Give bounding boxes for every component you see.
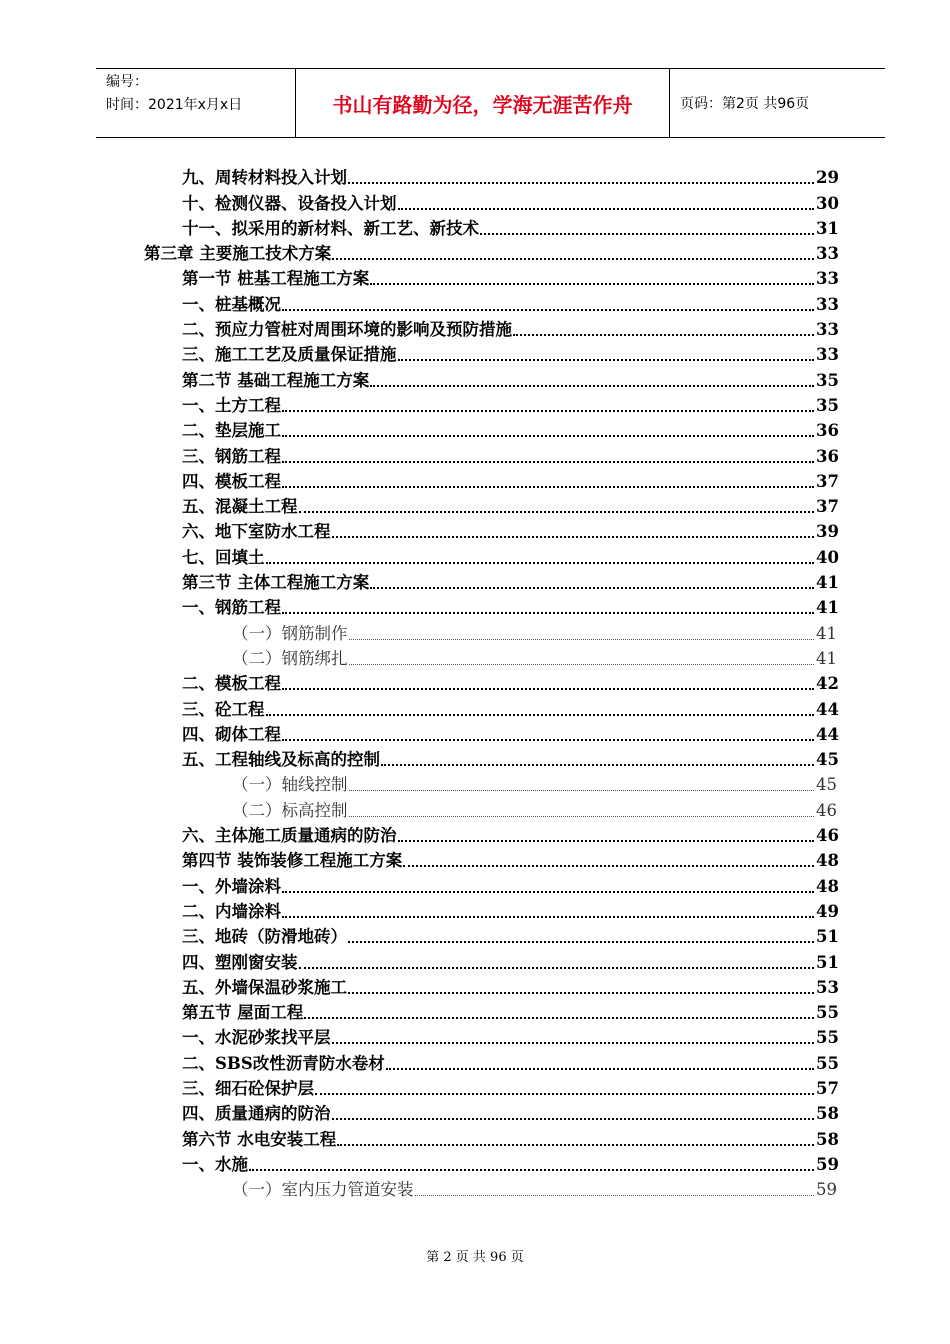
toc-entry-page: 59 — [816, 1180, 837, 1200]
toc-entry-page: 35 — [816, 395, 839, 415]
toc-entry[interactable] — [182, 492, 839, 517]
toc-entry-page: 45 — [816, 775, 837, 795]
toc-leader-dots — [332, 536, 815, 538]
toc-leader-dots — [386, 1068, 814, 1070]
toc-entry[interactable] — [182, 214, 839, 239]
table-of-contents — [0, 163, 950, 1200]
toc-entry[interactable] — [182, 340, 839, 365]
toc-leader-dots — [332, 1042, 815, 1044]
toc-entry-title: 三、细石砼保护层 — [182, 1078, 314, 1098]
toc-entry-title: 四、模板工程 — [182, 471, 281, 491]
toc-entry-page: 33 — [816, 320, 839, 340]
toc-entry[interactable] — [182, 998, 839, 1023]
toc-entry-page: 57 — [816, 1078, 839, 1098]
toc-entry-title: 一、钢筋工程 — [182, 598, 281, 618]
toc-leader-dots — [480, 233, 814, 235]
toc-entry[interactable] — [182, 467, 839, 492]
toc-entry-title: 十、检测仪器、设备投入计划 — [182, 193, 397, 213]
toc-entry-page: 46 — [816, 800, 837, 820]
toc-entry[interactable] — [182, 1074, 839, 1099]
toc-entry-title: 三、地砖（防滑地砖） — [182, 927, 347, 947]
toc-entry-title: 第五节 屋面工程 — [182, 1003, 304, 1023]
toc-entry[interactable] — [182, 846, 839, 871]
toc-entry-title: 第四节 装饰装修工程施工方案 — [182, 851, 403, 871]
toc-entry-title: 六、地下室防水工程 — [182, 522, 331, 542]
toc-entry[interactable] — [182, 289, 839, 314]
toc-entry-title: 第三节 主体工程施工方案 — [182, 573, 370, 593]
toc-entry[interactable] — [232, 1175, 836, 1200]
toc-entry-title: 三、钢筋工程 — [182, 446, 281, 466]
toc-leader-dots — [349, 664, 815, 665]
toc-entry-title: 四、质量通病的防治 — [182, 1104, 331, 1124]
toc-entry-title: 第二节 基础工程施工方案 — [182, 370, 370, 390]
toc-leader-dots — [282, 461, 814, 463]
toc-entry-page: 41 — [816, 573, 839, 593]
toc-leader-dots — [282, 739, 814, 741]
toc-entry-title: 一、桩基概况 — [182, 294, 281, 314]
toc-entry-title: （一）轴线控制 — [232, 775, 348, 795]
toc-entry[interactable] — [182, 1150, 839, 1175]
toc-entry[interactable] — [182, 871, 839, 896]
toc-entry[interactable] — [144, 239, 839, 264]
toc-entry[interactable] — [182, 922, 839, 947]
toc-entry-page: 36 — [816, 446, 839, 466]
page-footer: 第 2 页 共 96 页 — [426, 1250, 524, 1265]
toc-entry-title: 一、外墙涂料 — [182, 876, 281, 896]
toc-entry[interactable] — [182, 568, 839, 593]
toc-entry-page: 48 — [816, 876, 839, 896]
toc-entry[interactable] — [232, 644, 836, 669]
toc-leader-dots — [398, 208, 815, 210]
toc-entry[interactable] — [182, 1048, 839, 1073]
toc-entry-title: 十一、拟采用的新材料、新工艺、新技术 — [182, 218, 479, 238]
toc-entry-page: 41 — [816, 598, 839, 618]
toc-entry[interactable] — [182, 745, 839, 770]
toc-entry-title: （一）室内压力管道安装 — [232, 1180, 414, 1200]
toc-entry[interactable] — [182, 669, 839, 694]
toc-entry-title: （二）钢筋绑扎 — [232, 648, 348, 668]
toc-entry-page: 37 — [816, 471, 839, 491]
toc-entry-title: 七、回填土 — [182, 547, 265, 567]
toc-leader-dots — [315, 1093, 814, 1095]
toc-leader-dots — [266, 562, 815, 564]
toc-entry-title: 二、预应力管桩对周围环境的影响及预防措施 — [182, 320, 512, 340]
toc-entry-page: 51 — [816, 952, 839, 972]
toc-entry-page: 44 — [816, 724, 839, 744]
header-motto: 书山有路勤为径，学海无涯苦作舟 — [296, 69, 670, 137]
toc-entry-page: 31 — [816, 218, 839, 238]
toc-leader-dots — [249, 1169, 814, 1171]
toc-leader-dots — [348, 182, 814, 184]
toc-entry[interactable] — [232, 618, 836, 643]
toc-entry-title: 第一节 桩基工程施工方案 — [182, 269, 370, 289]
toc-entry-page: 29 — [816, 168, 839, 188]
toc-entry-page: 33 — [816, 294, 839, 314]
toc-entry-page: 48 — [816, 851, 839, 871]
toc-leader-dots — [282, 688, 814, 690]
toc-leader-dots — [348, 941, 814, 943]
toc-leader-dots — [332, 1118, 815, 1120]
toc-entry-page: 46 — [816, 826, 839, 846]
toc-leader-dots — [282, 410, 814, 412]
toc-entry-title: 五、工程轴线及标高的控制 — [182, 750, 380, 770]
document-time: 时间：2021年x月x日 — [106, 97, 243, 113]
toc-entry-title: 一、水施 — [182, 1154, 248, 1174]
toc-leader-dots — [282, 891, 814, 893]
header-page-info: 页码：第2页 共96页 — [680, 96, 810, 112]
toc-entry-page: 44 — [816, 699, 839, 719]
toc-entry-title: （一）钢筋制作 — [232, 623, 348, 643]
toc-entry-page: 36 — [816, 421, 839, 441]
toc-entry-title: 五、外墙保温砂浆施工 — [182, 977, 347, 997]
toc-leader-dots — [349, 790, 815, 791]
toc-leader-dots — [398, 359, 815, 361]
header-meta — [96, 69, 296, 137]
toc-entry-page: 33 — [816, 244, 839, 264]
toc-leader-dots — [282, 612, 814, 614]
toc-leader-dots — [398, 840, 815, 842]
toc-entry[interactable] — [182, 947, 839, 972]
toc-entry-title: 三、砼工程 — [182, 699, 265, 719]
toc-leader-dots — [348, 992, 814, 994]
toc-leader-dots — [282, 916, 814, 918]
toc-entry-page: 39 — [816, 522, 839, 542]
toc-leader-dots — [299, 511, 815, 513]
toc-entry-page: 37 — [816, 497, 839, 517]
toc-entry-page: 58 — [816, 1104, 839, 1124]
toc-entry[interactable] — [182, 391, 839, 416]
toc-entry-page: 55 — [816, 1028, 839, 1048]
toc-entry[interactable] — [182, 441, 839, 466]
toc-entry-title: 第三章 主要施工技术方案 — [144, 244, 332, 264]
toc-entry[interactable] — [182, 897, 839, 922]
toc-leader-dots — [370, 587, 814, 589]
toc-leader-dots — [282, 486, 814, 488]
toc-leader-dots — [349, 816, 815, 817]
toc-entry[interactable] — [182, 315, 839, 340]
toc-entry-page: 33 — [816, 269, 839, 289]
toc-entry[interactable] — [182, 1099, 839, 1124]
toc-entry-title: 一、水泥砂浆找平层 — [182, 1028, 331, 1048]
toc-entry-title: 二、SBS改性沥青防水卷材 — [182, 1053, 385, 1073]
document-number-label: 编号： — [106, 74, 148, 90]
toc-entry-page: 45 — [816, 750, 839, 770]
toc-entry-page: 41 — [816, 648, 837, 668]
toc-entry-title: 四、砌体工程 — [182, 724, 281, 744]
toc-entry[interactable] — [182, 517, 839, 542]
toc-entry[interactable] — [182, 1124, 839, 1149]
toc-entry-title: 二、垫层施工 — [182, 421, 281, 441]
toc-entry[interactable] — [232, 770, 836, 795]
page-header — [96, 68, 885, 138]
toc-entry-title: 九、周转材料投入计划 — [182, 168, 347, 188]
toc-leader-dots — [370, 283, 814, 285]
toc-leader-dots — [337, 1144, 814, 1146]
toc-entry-title: 五、混凝土工程 — [182, 497, 298, 517]
toc-entry-page: 35 — [816, 370, 839, 390]
toc-entry-title: 一、土方工程 — [182, 395, 281, 415]
toc-entry-title: 四、塑刚窗安装 — [182, 952, 298, 972]
toc-entry-title: 第六节 水电安装工程 — [182, 1129, 337, 1149]
toc-entry[interactable] — [182, 542, 839, 567]
toc-entry-page: 49 — [816, 901, 839, 921]
toc-entry-title: 六、主体施工质量通病的防治 — [182, 826, 397, 846]
toc-entry-title: 三、施工工艺及质量保证措施 — [182, 345, 397, 365]
toc-entry[interactable] — [182, 821, 839, 846]
toc-leader-dots — [370, 385, 814, 387]
toc-leader-dots — [282, 435, 814, 437]
toc-leader-dots — [349, 639, 815, 640]
toc-entry[interactable] — [182, 416, 839, 441]
toc-leader-dots — [332, 258, 814, 260]
toc-entry-page: 55 — [816, 1053, 839, 1073]
toc-entry[interactable] — [182, 973, 839, 998]
toc-entry[interactable] — [232, 795, 836, 820]
toc-entry-page: 42 — [816, 674, 839, 694]
toc-entry-title: 二、模板工程 — [182, 674, 281, 694]
toc-entry[interactable] — [182, 720, 839, 745]
toc-leader-dots — [381, 764, 814, 766]
toc-entry-page: 55 — [816, 1003, 839, 1023]
toc-entry[interactable] — [182, 365, 839, 390]
toc-leader-dots — [403, 865, 814, 867]
toc-entry-page: 51 — [816, 927, 839, 947]
toc-leader-dots — [266, 714, 815, 716]
toc-entry[interactable] — [182, 1023, 839, 1048]
toc-entry-page: 40 — [816, 547, 839, 567]
toc-entry[interactable] — [182, 188, 839, 213]
toc-entry-page: 30 — [816, 193, 839, 213]
toc-entry-page: 53 — [816, 977, 839, 997]
toc-entry-title: （二）标高控制 — [232, 800, 348, 820]
toc-entry-page: 59 — [816, 1154, 839, 1174]
toc-entry[interactable] — [182, 264, 839, 289]
toc-leader-dots — [304, 1017, 814, 1019]
toc-entry[interactable] — [182, 694, 839, 719]
toc-leader-dots — [282, 309, 814, 311]
toc-leader-dots — [299, 967, 815, 969]
toc-entry[interactable] — [182, 593, 839, 618]
toc-entry-page: 58 — [816, 1129, 839, 1149]
toc-leader-dots — [513, 334, 814, 336]
toc-entry-title: 二、内墙涂料 — [182, 901, 281, 921]
toc-entry[interactable] — [182, 163, 839, 188]
toc-entry-page: 33 — [816, 345, 839, 365]
toc-entry-page: 41 — [816, 623, 837, 643]
toc-leader-dots — [415, 1195, 815, 1196]
